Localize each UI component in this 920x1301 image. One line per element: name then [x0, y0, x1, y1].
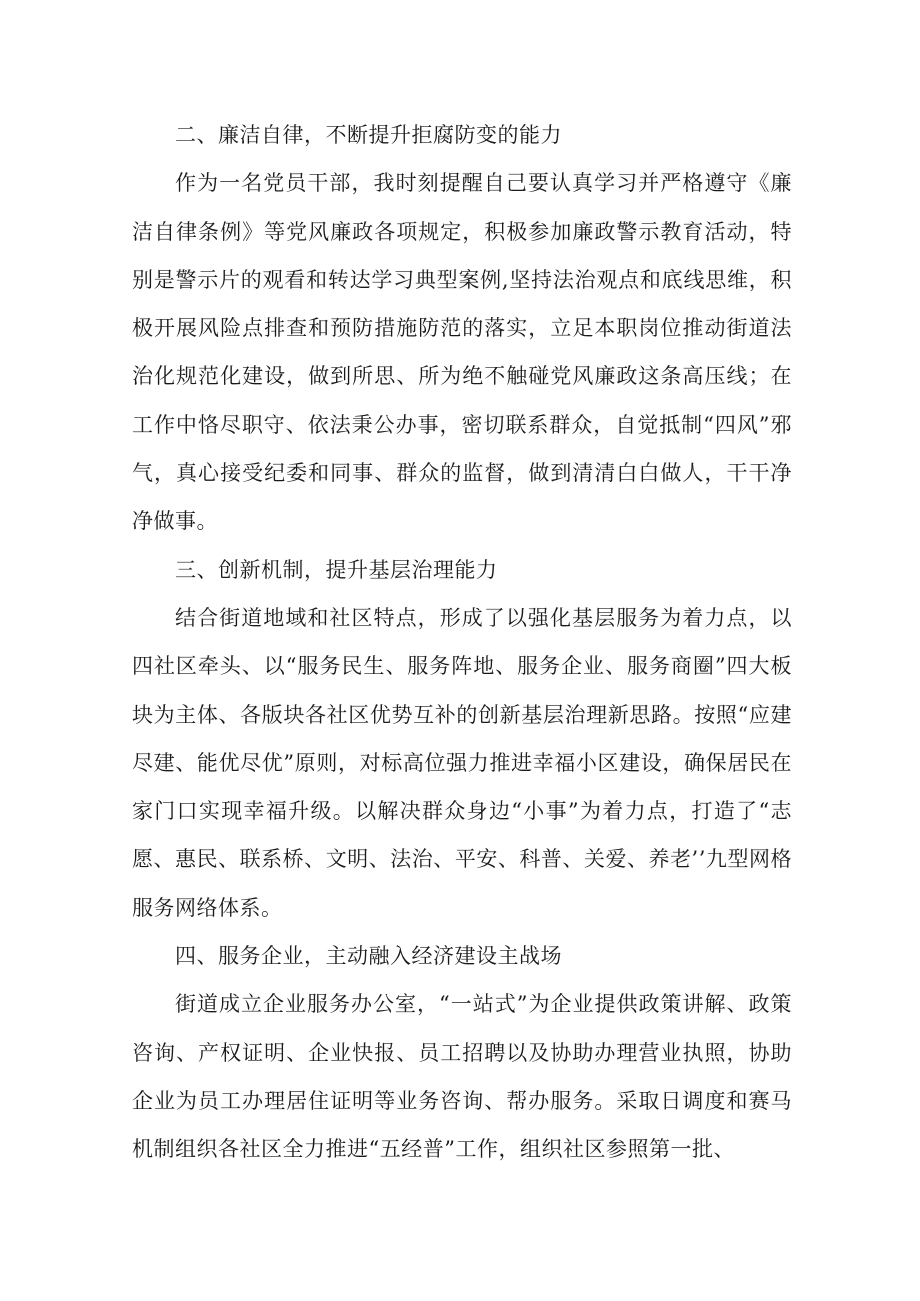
document-body — [132, 111, 792, 1174]
section-heading-4: 四、服务企业，主动融入经济建设主战场 — [175, 944, 563, 969]
section-paragraph-3: 结合街道地域和社区特点，形成了以强化基层服务为着力点，以四社区牵头、以“服务民生、服务阵地、服务企业、服务商圈”四大板块为主体、各版块各社区优势互补的创新基层治理新思路。按照“应建尽建、能优尽优”原则，对标高位强力推进幸福小区建设，确保居民在家门口实现幸福升级。以解决群众身边“小事”为着力点，打造了“志愿、惠民、联系桥、文明、法治、平安、科普、关爱、养老’’九型网格服务网络体系。 — [132, 605, 792, 920]
section-heading-3: 三、创新机制，提升基层治理能力 — [175, 557, 498, 582]
section-heading-2: 二、廉洁自律，不断提升拒腐防变的能力 — [175, 123, 563, 147]
section-paragraph-2: 作为一名党员干部，我时刻提醒自己要认真学习并严格遵守《廉洁自律条例》等党风廉政各项规定，积极参加廉政警示教育活动，特别是警示片的观看和转达学习典型案例,坚持法治观点和底线思维，积极开展风险点排查和预防措施防范的落实，立足本职岗位推动街道法治化规范化建设，做到所思、所为绝不触碰党风廉政这条高压线；在工作中恪尽职守、依法秉公办事，密切联系群众，自觉抵制“四风”邪气，真心接受纪委和同事、群众的监督，做到清清白白做人，干干净净做事。 — [132, 171, 792, 534]
section-paragraph-4: 街道成立企业服务办公室，“一站式”为企业提供政策讲解、政策咨询、产权证明、企业快报、员工招聘以及协助办理营业执照，协助企业为员工办理居住证明等业务咨询、帮办服务。采取日调度和赛马机制组织各社区全力推进“五经普”工作，组织社区参照第一批、 — [132, 992, 792, 1162]
